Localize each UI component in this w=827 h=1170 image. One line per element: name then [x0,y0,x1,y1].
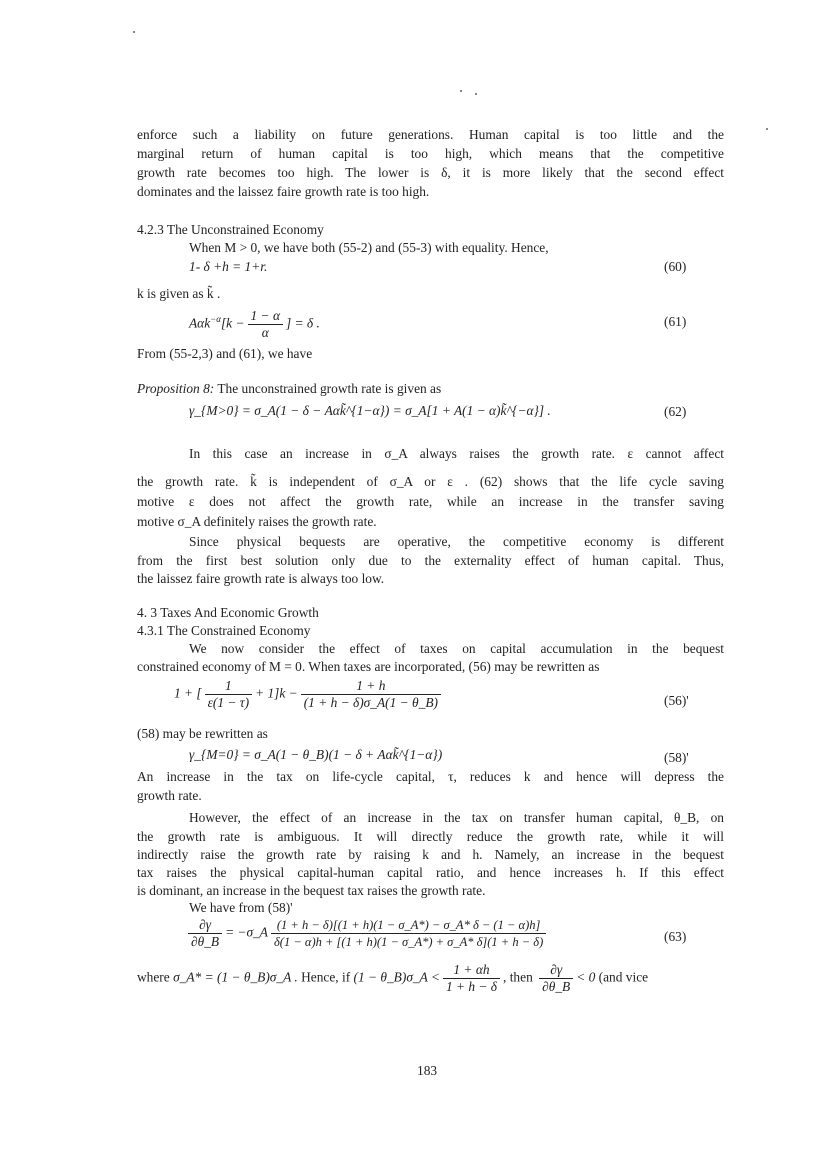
eq63-fraction [271,917,546,950]
subsection-heading: 4.3.1 The Constrained Economy [137,623,311,638]
eq56-den1: ε(1 − τ) [207,695,250,710]
scan-speck [475,93,477,95]
equation-63 [185,917,549,950]
hence-if: Hence, if [301,969,351,985]
body-line: k is given as k̃ . [137,286,221,301]
ineq-lhs: (1 − θ_B)σ_A < [353,969,440,985]
section-heading: 4.2.3 The Unconstrained Economy [137,222,324,237]
eq63-eq: = −σ_A [225,924,268,940]
equation-number: (61) [664,314,687,329]
body-line: from the first best solution only due to the externality effect of human capital. Thus, [137,553,724,568]
proposition-label: Proposition 8: [137,381,215,396]
equation-60: 1- δ +h = 1+r. [189,259,268,274]
body-line: From (55-2,3) and (61), we have [137,346,313,361]
body-line: enforce such a liability on future generations. Human capital is too little and the [137,127,724,142]
body-line: growth rate. [137,788,202,803]
body-line: We now consider the effect of taxes on capital accumulation in the bequest [189,641,724,656]
equation-61 [189,308,320,341]
equation-number: (63) [664,929,687,944]
body-line: However, the effect of an increase in the tax on transfer human capital, θ_B, on [189,810,724,825]
ineq-den: 1 + h − δ [445,979,498,994]
body-line: dominates and the laissez faire growth rate is too high. [137,184,430,199]
body-line: When M > 0, we have both (55-2) and (55-3) with equality. Hence, [189,240,549,255]
equation-number: (60) [664,259,687,274]
ineq-derivative [539,962,573,995]
equation-number: (58)' [664,750,689,765]
page-number: 183 [417,1063,438,1078]
where-line [137,962,727,995]
eq61-fraction [248,308,283,341]
eq56-pre: 1 + [ [174,685,202,701]
body-line: In this case an increase in σ_A always raises the growth rate. ε cannot affect [189,446,724,461]
ineq-d-num: ∂γ [539,962,573,979]
eq63-den: δ(1 − α)h + [(1 + h)(1 − σ_A*) + σ_A* δ](1 + h − δ) [273,935,544,949]
proposition-text: The unconstrained growth rate is given as [214,381,442,396]
body-line: We have from (58)' [189,900,293,915]
eq56-num2: 1 + h [301,678,441,695]
and-vice: (and vice [598,969,649,985]
eq61-den: α [261,325,269,340]
ineq-fraction [443,962,500,995]
eq61-lhs: Aαk [189,315,211,331]
eq63-num: (1 + h − δ)[(1 + h)(1 − σ_A*) − σ_A* δ − (1 − α)h] [271,917,546,934]
equation-56-prime [174,678,444,711]
equation-58-prime: γ_{M=0} = σ_A(1 − θ_B)(1 − δ + Aαk̃^{1−α}) [189,747,443,762]
equation-62: γ_{M>0} = σ_A(1 − δ − Aαk̃^{1−α}) = σ_A[1 + A(1 − α)k̃^{−α}] . [189,403,551,418]
where-word: where [137,969,170,985]
eq56-num1: 1 [205,678,252,695]
ineq-d-den: ∂θ_B [542,979,571,994]
equation-number: (62) [664,404,687,419]
eq61-mid: [k − [220,315,245,331]
body-line: motive σ_A definitely raises the growth rate. [137,514,377,529]
eq56-den2: (1 + h − δ)σ_A(1 − θ_B) [303,695,438,710]
eq61-exp: −α [210,314,221,325]
body-line: Since physical bequests are operative, the competitive economy is different [189,534,724,549]
scan-speck [460,90,462,92]
section-heading: 4. 3 Taxes And Economic Growth [137,605,319,620]
eq61-num: 1 − α [248,308,283,325]
body-line: growth rate becomes too high. The lower is δ, it is more likely that the second effect [137,165,724,180]
body-line: the growth rate is ambiguous. It will directly reduce the growth rate, while it will [137,829,724,844]
body-line: is dominant, an increase in the bequest tax raises the growth rate. [137,883,486,898]
equation-number: (56)' [664,693,689,708]
body-line: tax raises the physical capital-human capital ratio, and hence increases h. If this effect [137,865,724,880]
body-line: marginal return of human capital is too high, which means that the competitive [137,146,724,161]
scan-speck [133,31,135,33]
eq63-derivative [188,917,222,950]
scan-speck [766,128,768,130]
body-line: (58) may be rewritten as [137,726,268,741]
eq63-lhs-den: ∂θ_B [191,934,220,949]
eq56-fraction-2 [301,678,441,711]
body-line: constrained economy of M = 0. When taxes are incorporated, (56) may be rewritten as [137,659,600,674]
eq63-lhs-num: ∂γ [188,917,222,934]
eq56-mid: + 1]k − [255,685,298,701]
body-line: An increase in the tax on life-cycle capital, τ, reduces k and hence will depress the [137,769,724,784]
then-word: , then [503,969,533,985]
proposition-line [137,381,441,397]
where-sigma: σ_A* = (1 − θ_B)σ_A . [173,969,298,985]
body-line: the growth rate. k̃ is independent of σ_A or ε . (62) shows that the life cycle saving [137,474,724,489]
body-line: indirectly raise the growth rate by raising k and h. Namely, an increase in the bequest [137,847,724,862]
body-line: motive ε does not affect the growth rate, while an increase in the transfer saving [137,494,724,509]
ineq-rel: < 0 [576,969,596,985]
body-line: the laissez faire growth rate is always too low. [137,571,385,586]
eq61-rhs: ] = δ . [285,315,320,331]
ineq-num: 1 + αh [443,962,500,979]
eq56-fraction-1 [205,678,252,711]
